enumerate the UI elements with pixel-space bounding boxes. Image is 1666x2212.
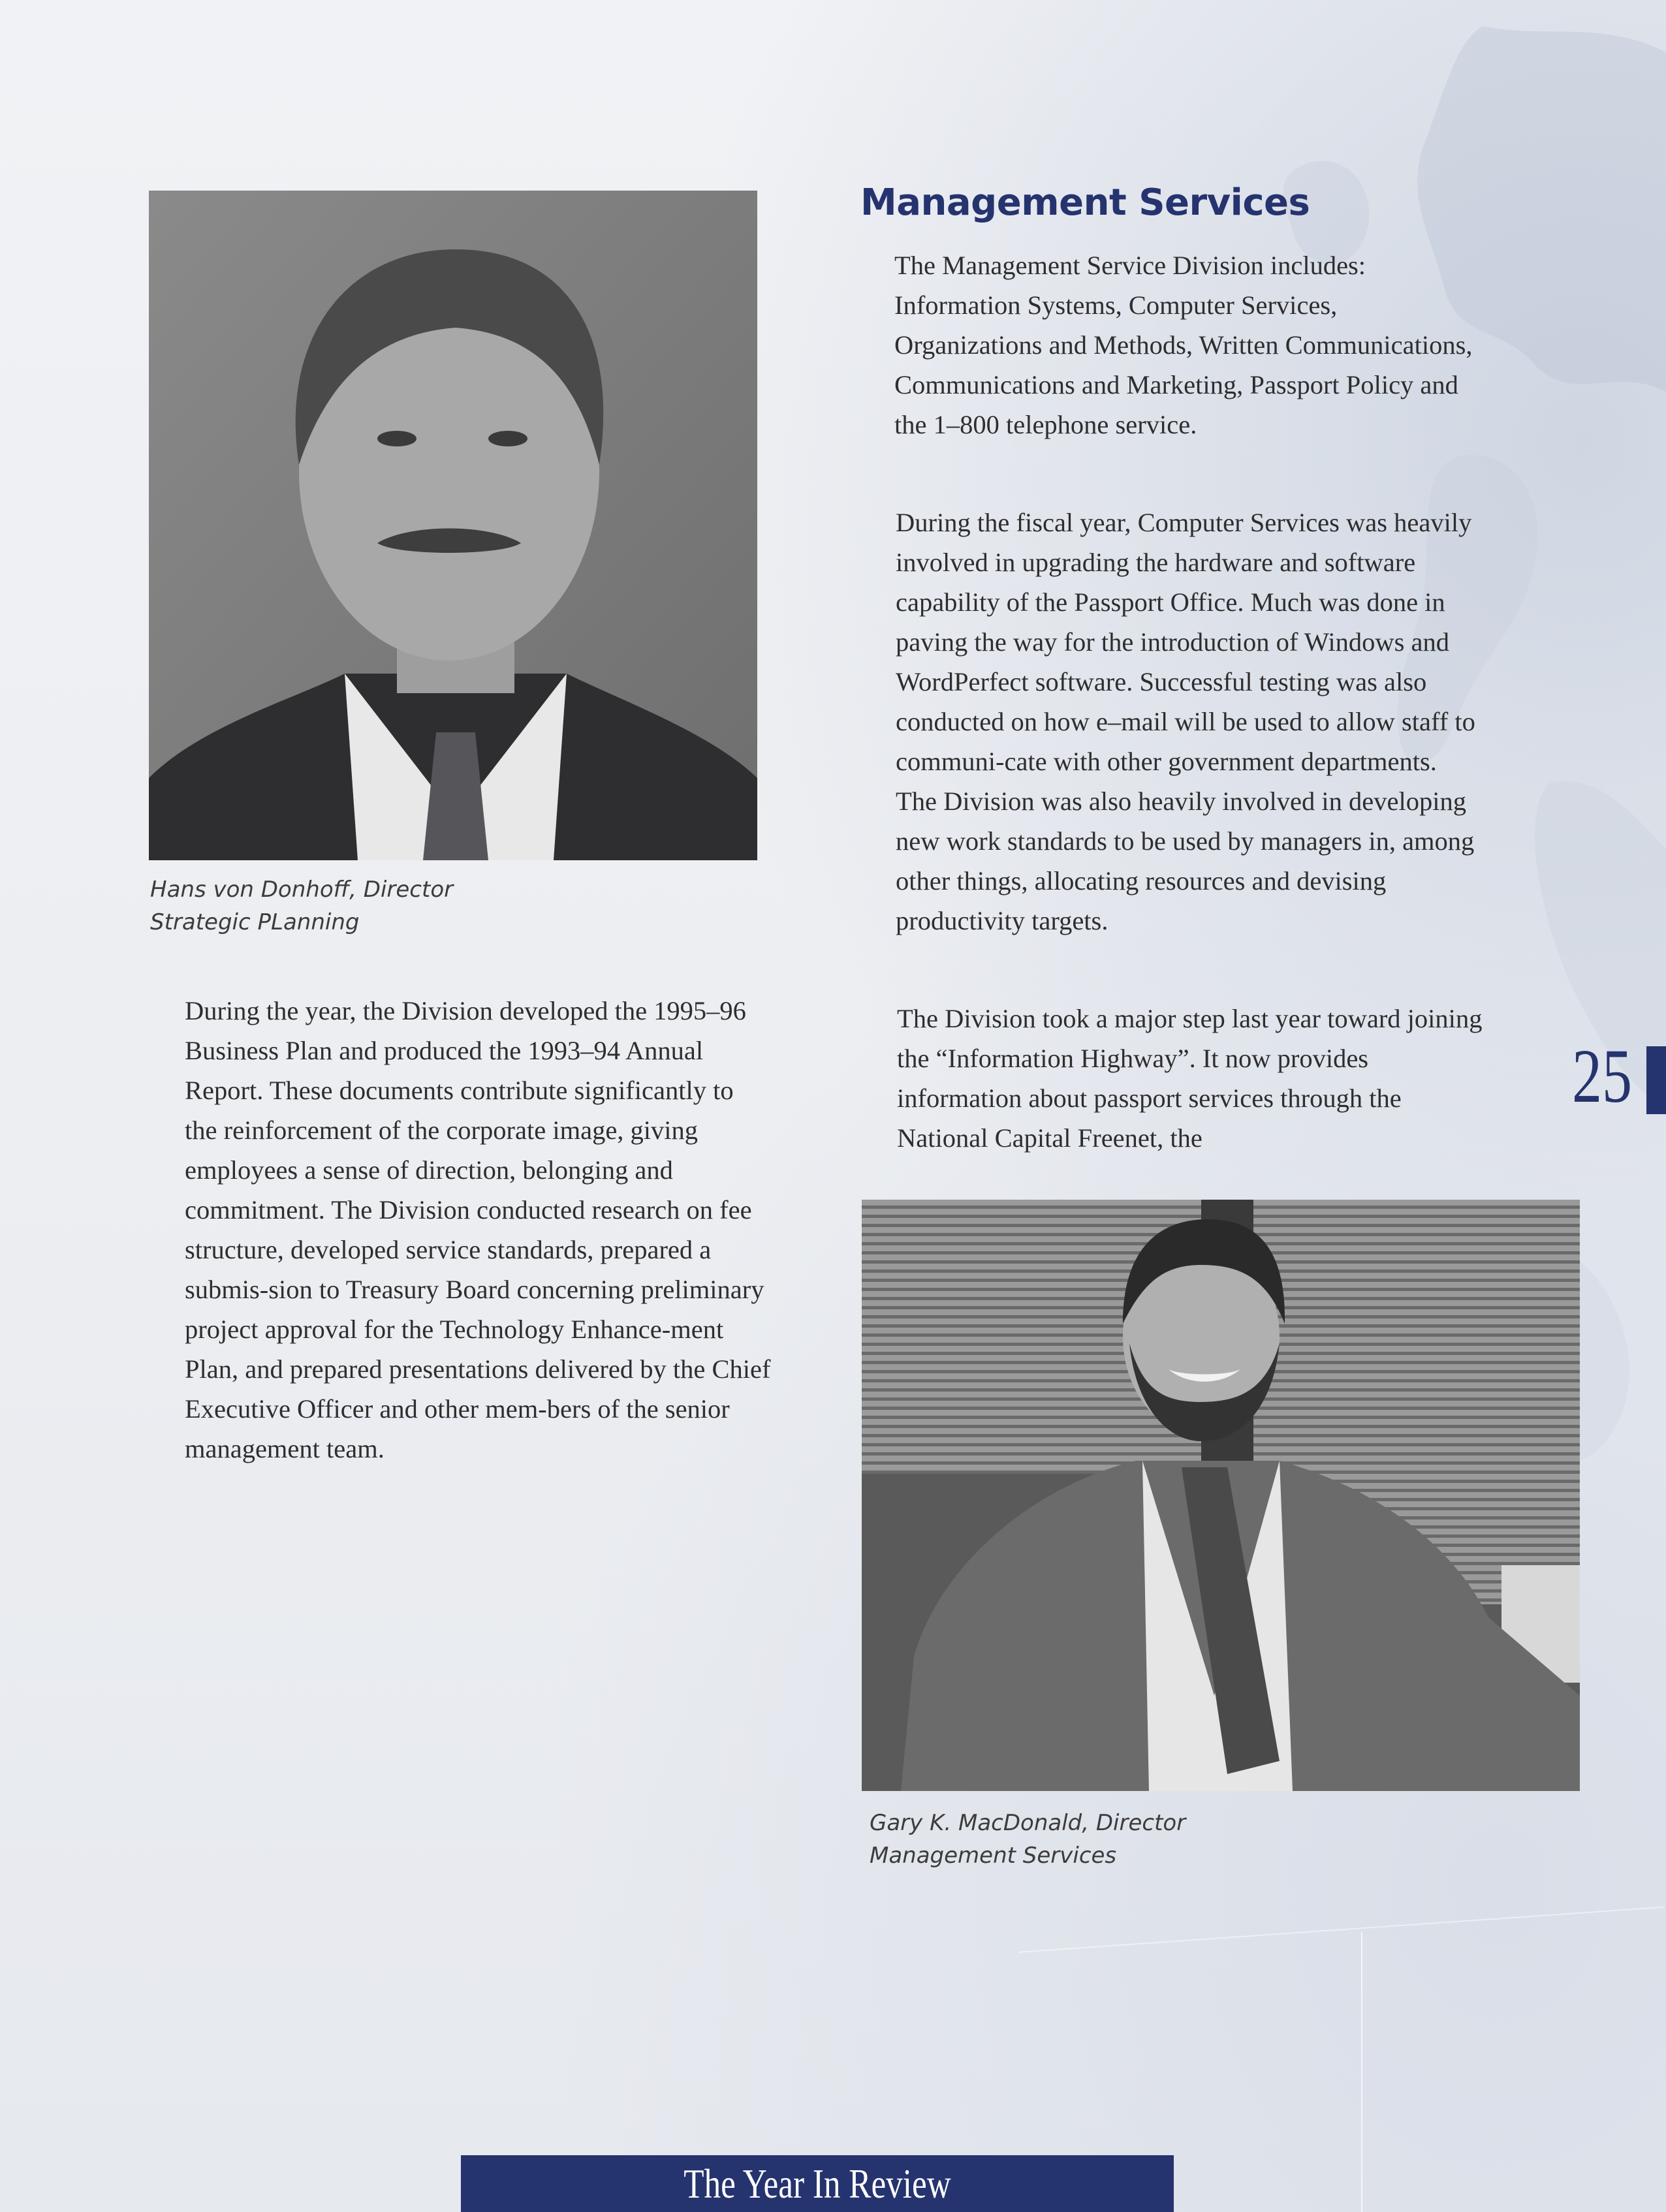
portrait-photo-director-strategic-planning xyxy=(149,191,757,860)
caption-title: Management Services xyxy=(870,1843,1117,1869)
caption-name: Hans von Donhoff, Director xyxy=(150,877,454,903)
body-paragraph: The Division took a major step last year toward joining the “Information Highway”. It now provides information about passport services through the National Capital Freenet, the xyxy=(897,1004,1483,1153)
body-paragraph: During the fiscal year, Computer Services was heavily involved in upgrading the hardware and software capability of the Passport Office. Much was done in paving the way for the introduction of Windows and WordPerfect software. Successful testing was also conducted on how e–mail will be used to allow staff to communi-cate with other government departments. The Division was also heavily involved in developing new work standards to be used by managers in, among other things, allocating resources and devising productivity targets. xyxy=(896,508,1475,935)
decorative-line xyxy=(1361,1932,1362,2212)
section-heading: Management Services xyxy=(860,181,1310,224)
decorative-line xyxy=(1018,1907,1665,1953)
caption-title: Strategic PLanning xyxy=(150,909,360,935)
footer-banner xyxy=(461,2155,1174,2212)
portrait-image xyxy=(149,191,757,860)
body-paragraph: During the year, the Division developed the 1995–96 Business Plan and produced the 1993–94 Annual Report. These documents contribute significantly to the reinforcement of the corporate image, giving employees a sense of direction, belonging and commitment. The Division conducted research on fee structure, developed service standards, prepared a submis-sion to Treasury Board concerning preliminary project approval for the Technology Enhance-ment Plan, and prepared presentations delivered by the Chief Executive Officer and other mem-bers of the senior management team. xyxy=(185,996,771,1463)
photo-caption xyxy=(150,873,607,939)
page-tab-marker xyxy=(1646,1046,1666,1114)
footer-title: The Year In Review xyxy=(684,2160,951,2207)
page-number: 25 xyxy=(1572,1033,1633,1119)
photo-director-management-services xyxy=(862,1200,1580,1791)
photo-caption xyxy=(870,1807,1327,1872)
caption-name: Gary K. MacDonald, Director xyxy=(870,1810,1186,1836)
office-photo-image xyxy=(862,1200,1580,1791)
body-paragraph: The Management Service Division includes: Information Systems, Computer Services, Organizations and Methods, Written Communications, Communications and Marketing, Passport Policy and the 1–800 telephone service. xyxy=(894,251,1473,439)
